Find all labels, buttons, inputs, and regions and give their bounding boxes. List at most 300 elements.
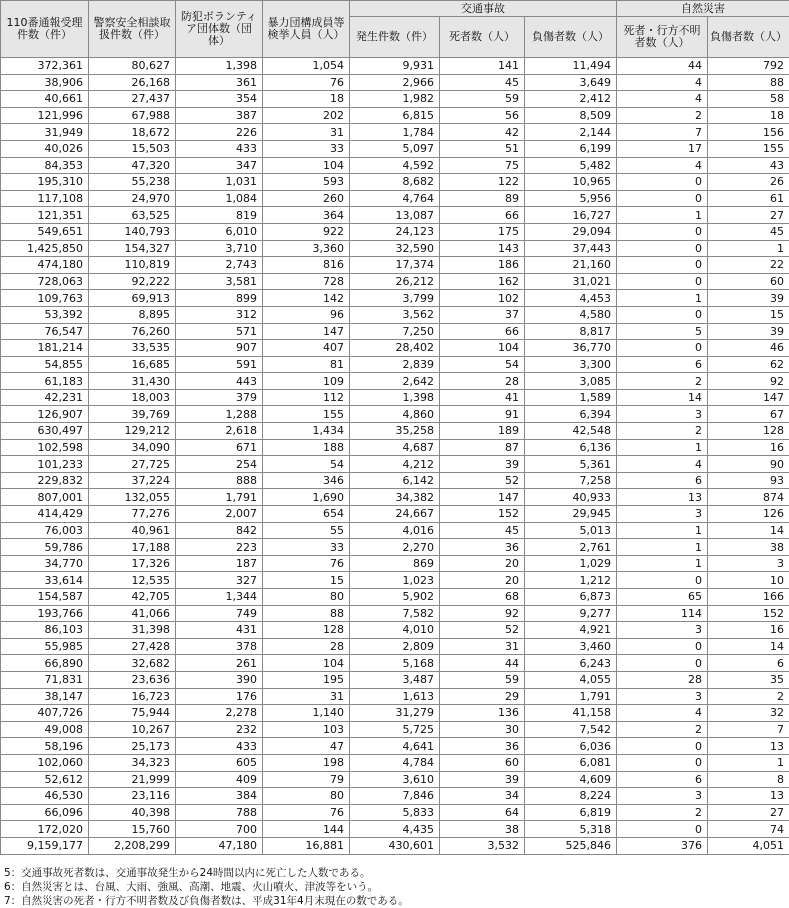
table-cell: 5,482: [525, 157, 617, 174]
table-cell: 60: [440, 754, 525, 771]
table-cell: 4,055: [525, 671, 617, 688]
table-cell: 202: [263, 107, 350, 124]
table-cell: 0: [617, 340, 708, 357]
table-cell: 728: [263, 273, 350, 290]
table-cell: 33: [263, 539, 350, 556]
table-cell: 102,060: [1, 754, 89, 771]
table-cell: 474,180: [1, 257, 89, 274]
table-row: [1, 506, 789, 523]
table-cell: 126,907: [1, 406, 89, 423]
table-cell: 65: [617, 589, 708, 606]
table-cell: 155: [263, 406, 350, 423]
table-cell: 6,873: [525, 589, 617, 606]
table-row: [1, 74, 789, 91]
table-cell: 2,618: [176, 423, 263, 440]
table-cell: 90: [708, 456, 789, 473]
table-row: [1, 323, 789, 340]
table-cell: 433: [176, 738, 263, 755]
table-cell: 14: [708, 638, 789, 655]
table-cell: 25,173: [89, 738, 176, 755]
table-cell: 109: [263, 373, 350, 390]
table-cell: 223: [176, 539, 263, 556]
table-cell: 1,140: [263, 705, 350, 722]
table-cell: 80: [263, 788, 350, 805]
table-cell: 2,412: [525, 91, 617, 108]
table-cell: 4,921: [525, 622, 617, 639]
table-cell: 92,222: [89, 273, 176, 290]
table-cell: 7,542: [525, 721, 617, 738]
table-cell: 79: [263, 771, 350, 788]
table-cell: 226: [176, 124, 263, 141]
table-row: [1, 638, 789, 655]
table-cell: 121,351: [1, 207, 89, 224]
table-cell: 51: [440, 140, 525, 157]
table-cell: 104: [263, 157, 350, 174]
table-cell: 152: [708, 605, 789, 622]
table-cell: 47: [263, 738, 350, 755]
table-cell: 4: [617, 91, 708, 108]
table-cell: 10,965: [525, 174, 617, 191]
table-row: [1, 655, 789, 672]
table-cell: 96: [263, 306, 350, 323]
header-group-traffic: 交通事故: [350, 1, 617, 17]
table-row: [1, 605, 789, 622]
table-row: [1, 539, 789, 556]
table-cell: 6: [617, 472, 708, 489]
table-cell: 42,548: [525, 423, 617, 440]
table-cell: 8,895: [89, 306, 176, 323]
table-cell: 43: [708, 157, 789, 174]
table-cell: 3: [617, 688, 708, 705]
table-body: [1, 58, 789, 855]
table-cell: 3,581: [176, 273, 263, 290]
table-cell: 28: [617, 671, 708, 688]
table-cell: 3,799: [350, 290, 440, 307]
table-row: [1, 456, 789, 473]
table-cell: 0: [617, 223, 708, 240]
table-cell: 5,097: [350, 140, 440, 157]
table-cell: 147: [708, 389, 789, 406]
table-cell: 55: [263, 522, 350, 539]
table-cell: 30: [440, 721, 525, 738]
table-cell: 1,344: [176, 589, 263, 606]
header-gang-arrests: 暴力団構成員等検挙人員（人）: [263, 1, 350, 58]
table-cell: 260: [263, 190, 350, 207]
table-cell: 45: [440, 522, 525, 539]
table-cell: 144: [263, 821, 350, 838]
table-cell: 14: [708, 522, 789, 539]
table-cell: 31: [263, 124, 350, 141]
table-cell: 1,784: [350, 124, 440, 141]
table-cell: 4,784: [350, 754, 440, 771]
table-cell: 0: [617, 655, 708, 672]
table-cell: 172,020: [1, 821, 89, 838]
table-row: [1, 157, 789, 174]
table-cell: 605: [176, 754, 263, 771]
table-row: [1, 273, 789, 290]
table-cell: 76: [263, 804, 350, 821]
table-cell: 40,961: [89, 522, 176, 539]
table-cell: 71,831: [1, 671, 89, 688]
table-cell: 819: [176, 207, 263, 224]
table-cell: 26: [708, 174, 789, 191]
table-cell: 31: [263, 688, 350, 705]
table-cell: 1,791: [525, 688, 617, 705]
table-cell: 84,353: [1, 157, 89, 174]
table-cell: 3,085: [525, 373, 617, 390]
table-cell: 66: [440, 207, 525, 224]
table-cell: 2,144: [525, 124, 617, 141]
table-cell: 55,238: [89, 174, 176, 191]
table-cell: 68: [440, 589, 525, 606]
table-cell: 26,168: [89, 74, 176, 91]
table-cell: 28: [263, 638, 350, 655]
table-cell: 431: [176, 622, 263, 639]
table-cell: 38: [440, 821, 525, 838]
table-cell: 7,258: [525, 472, 617, 489]
table-cell: 15: [708, 306, 789, 323]
table-cell: 6,036: [525, 738, 617, 755]
table-row: [1, 340, 789, 357]
table-cell: 3: [617, 788, 708, 805]
table-cell: 75: [440, 157, 525, 174]
table-row: [1, 174, 789, 191]
table-cell: 129,212: [89, 423, 176, 440]
header-traffic-injured: 負傷者数（人）: [525, 17, 617, 58]
table-cell: 5,361: [525, 456, 617, 473]
table-cell: 198: [263, 754, 350, 771]
table-cell: 189: [440, 423, 525, 440]
table-cell: 24,667: [350, 506, 440, 523]
table-cell: 33,614: [1, 572, 89, 589]
table-cell: 2,208,299: [89, 837, 176, 854]
table-cell: 2,966: [350, 74, 440, 91]
table-cell: 1: [617, 439, 708, 456]
table-cell: 1,054: [263, 58, 350, 75]
table-cell: 12,535: [89, 572, 176, 589]
table-cell: 92: [440, 605, 525, 622]
table-row: [1, 572, 789, 589]
table-cell: 2: [617, 721, 708, 738]
table-cell: 4,860: [350, 406, 440, 423]
table-cell: 76: [263, 74, 350, 91]
table-row: [1, 58, 789, 75]
table-cell: 45: [440, 74, 525, 91]
header-disaster-injured: 負傷者数（人）: [708, 17, 789, 58]
table-row-total: [1, 837, 789, 854]
table-cell: 1,023: [350, 572, 440, 589]
table-cell: 102,598: [1, 439, 89, 456]
table-cell: 0: [617, 754, 708, 771]
table-cell: 874: [708, 489, 789, 506]
table-cell: 34,323: [89, 754, 176, 771]
table-cell: 41: [440, 389, 525, 406]
table-cell: 1,398: [176, 58, 263, 75]
table-cell: 40,398: [89, 804, 176, 821]
table-cell: 6: [708, 655, 789, 672]
table-cell: 0: [617, 738, 708, 755]
table-cell: 80,627: [89, 58, 176, 75]
footnote: 7：自然災害の死者・行方不明者数及び負傷者数は、平成31年4月末現在の数である。: [4, 894, 409, 908]
table-header: [1, 1, 789, 58]
table-cell: 1,690: [263, 489, 350, 506]
table-row: [1, 489, 789, 506]
table-cell: 430,601: [350, 837, 440, 854]
table-cell: 66: [440, 323, 525, 340]
table-cell: 1: [617, 522, 708, 539]
table-cell: 254: [176, 456, 263, 473]
table-cell: 32,590: [350, 240, 440, 257]
table-cell: 2,809: [350, 638, 440, 655]
table-cell: 18,672: [89, 124, 176, 141]
table-cell: 7,846: [350, 788, 440, 805]
table-cell: 4: [617, 705, 708, 722]
table-cell: 1,613: [350, 688, 440, 705]
table-row: [1, 555, 789, 572]
table-cell: 2,839: [350, 356, 440, 373]
table-cell: 5,956: [525, 190, 617, 207]
table-cell: 76,547: [1, 323, 89, 340]
table-cell: 2,743: [176, 257, 263, 274]
table-cell: 67: [708, 406, 789, 423]
table-cell: 593: [263, 174, 350, 191]
table-cell: 0: [617, 257, 708, 274]
table-cell: 361: [176, 74, 263, 91]
table-cell: 63,525: [89, 207, 176, 224]
table-cell: 6,243: [525, 655, 617, 672]
table-cell: 46,530: [1, 788, 89, 805]
table-cell: 29,945: [525, 506, 617, 523]
table-row: [1, 671, 789, 688]
footnote: 5：交通事故死者数は、交通事故発生から24時間以内に死亡した人数である。: [4, 866, 409, 880]
table-cell: 0: [617, 306, 708, 323]
table-cell: 6: [617, 356, 708, 373]
table-cell: 147: [263, 323, 350, 340]
table-cell: 1,212: [525, 572, 617, 589]
table-cell: 1: [617, 207, 708, 224]
table-cell: 52: [440, 622, 525, 639]
table-cell: 52: [440, 472, 525, 489]
table-cell: 61,183: [1, 373, 89, 390]
table-cell: 89: [440, 190, 525, 207]
table-row: [1, 439, 789, 456]
table-cell: 728,063: [1, 273, 89, 290]
table-cell: 4: [617, 157, 708, 174]
table-cell: 152: [440, 506, 525, 523]
footnote: 6：自然災害とは、台風、大雨、強風、高潮、地震、火山噴火、津波等をいう。: [4, 880, 409, 894]
header-disaster-dead-missing: 死者・行方不明者数（人）: [617, 17, 708, 58]
table-cell: 42,705: [89, 589, 176, 606]
table-cell: 378: [176, 638, 263, 655]
table-cell: 20: [440, 555, 525, 572]
table-cell: 364: [263, 207, 350, 224]
table-cell: 77,276: [89, 506, 176, 523]
table-row: [1, 91, 789, 108]
footnotes: [4, 866, 409, 908]
table-cell: 103: [263, 721, 350, 738]
table-cell: 0: [617, 240, 708, 257]
table-cell: 407,726: [1, 705, 89, 722]
table-cell: 1,398: [350, 389, 440, 406]
table-cell: 1,084: [176, 190, 263, 207]
table-cell: 14: [617, 389, 708, 406]
table-cell: 312: [176, 306, 263, 323]
table-cell: 6,136: [525, 439, 617, 456]
table-cell: 0: [617, 273, 708, 290]
table-cell: 31,430: [89, 373, 176, 390]
table-cell: 32,682: [89, 655, 176, 672]
table-cell: 8,224: [525, 788, 617, 805]
table-cell: 4,580: [525, 306, 617, 323]
table-cell: 1: [708, 240, 789, 257]
table-cell: 9,277: [525, 605, 617, 622]
table-cell: 2: [617, 373, 708, 390]
table-row: [1, 240, 789, 257]
table-cell: 188: [263, 439, 350, 456]
table-cell: 87: [440, 439, 525, 456]
table-cell: 4,609: [525, 771, 617, 788]
table-cell: 907: [176, 340, 263, 357]
table-cell: 117,108: [1, 190, 89, 207]
table-cell: 140,793: [89, 223, 176, 240]
table-row: [1, 622, 789, 639]
table-cell: 142: [263, 290, 350, 307]
table-row: [1, 306, 789, 323]
table-cell: 54: [263, 456, 350, 473]
table-cell: 195: [263, 671, 350, 688]
table-cell: 3: [617, 506, 708, 523]
table-cell: 6,199: [525, 140, 617, 157]
table-cell: 1,288: [176, 406, 263, 423]
table-cell: 16,881: [263, 837, 350, 854]
table-cell: 58,196: [1, 738, 89, 755]
table-cell: 39: [708, 323, 789, 340]
table-cell: 7: [617, 124, 708, 141]
table-cell: 347: [176, 157, 263, 174]
table-cell: 66,890: [1, 655, 89, 672]
table-cell: 21,999: [89, 771, 176, 788]
table-cell: 749: [176, 605, 263, 622]
table-cell: 5: [617, 323, 708, 340]
header-safety-consultations: 警察安全相談取扱件数（件）: [89, 1, 176, 58]
table-cell: 166: [708, 589, 789, 606]
table-cell: 24,970: [89, 190, 176, 207]
table-cell: 18: [263, 91, 350, 108]
table-cell: 700: [176, 821, 263, 838]
table-cell: 2,642: [350, 373, 440, 390]
table-cell: 3,649: [525, 74, 617, 91]
table-cell: 376: [617, 837, 708, 854]
table-cell: 816: [263, 257, 350, 274]
table-cell: 1,589: [525, 389, 617, 406]
table-cell: 346: [263, 472, 350, 489]
table-cell: 6,010: [176, 223, 263, 240]
table-cell: 56: [440, 107, 525, 124]
table-cell: 110,819: [89, 257, 176, 274]
table-cell: 28: [440, 373, 525, 390]
table-cell: 232: [176, 721, 263, 738]
table-cell: 15,503: [89, 140, 176, 157]
table-cell: 181,214: [1, 340, 89, 357]
table-cell: 6: [617, 771, 708, 788]
table-cell: 0: [617, 821, 708, 838]
table-row: [1, 522, 789, 539]
table-cell: 3,360: [263, 240, 350, 257]
table-cell: 16: [708, 622, 789, 639]
table-cell: 88: [708, 74, 789, 91]
table-cell: 175: [440, 223, 525, 240]
table-cell: 3,300: [525, 356, 617, 373]
table-cell: 549,651: [1, 223, 89, 240]
table-cell: 5,725: [350, 721, 440, 738]
table-cell: 36: [440, 738, 525, 755]
table-cell: 38: [708, 539, 789, 556]
table-cell: 147: [440, 489, 525, 506]
table-cell: 7: [708, 721, 789, 738]
table-cell: 4,641: [350, 738, 440, 755]
table-cell: 16: [708, 439, 789, 456]
table-cell: 4,764: [350, 190, 440, 207]
table-cell: 4,453: [525, 290, 617, 307]
table-cell: 409: [176, 771, 263, 788]
table-cell: 3: [708, 555, 789, 572]
table-cell: 64: [440, 804, 525, 821]
table-cell: 141: [440, 58, 525, 75]
table-row: [1, 223, 789, 240]
table-row: [1, 688, 789, 705]
table-cell: 154,327: [89, 240, 176, 257]
table-cell: 44: [617, 58, 708, 75]
table-cell: 2: [708, 688, 789, 705]
table-cell: 379: [176, 389, 263, 406]
table-cell: 8,509: [525, 107, 617, 124]
table-cell: 60: [708, 273, 789, 290]
table-cell: 21,160: [525, 257, 617, 274]
table-cell: 128: [708, 423, 789, 440]
table-row: [1, 290, 789, 307]
table-cell: 102: [440, 290, 525, 307]
table-cell: 18: [708, 107, 789, 124]
table-cell: 37,443: [525, 240, 617, 257]
table-cell: 59: [440, 91, 525, 108]
table-cell: 899: [176, 290, 263, 307]
table-cell: 37,224: [89, 472, 176, 489]
table-cell: 54: [440, 356, 525, 373]
table-cell: 39,769: [89, 406, 176, 423]
table-row: [1, 356, 789, 373]
table-cell: 31,021: [525, 273, 617, 290]
table-row: [1, 771, 789, 788]
header-110-calls: 110番通報受理件数（件）: [1, 1, 89, 58]
table-row: [1, 190, 789, 207]
table-cell: 0: [617, 190, 708, 207]
table-cell: 6,394: [525, 406, 617, 423]
table-cell: 27: [708, 804, 789, 821]
table-cell: 387: [176, 107, 263, 124]
table-cell: 15,760: [89, 821, 176, 838]
table-row: [1, 472, 789, 489]
table-cell: 18,003: [89, 389, 176, 406]
table-cell: 69,913: [89, 290, 176, 307]
table-cell: 40,026: [1, 140, 89, 157]
table-cell: 2: [617, 804, 708, 821]
table-cell: 13: [708, 738, 789, 755]
table-cell: 571: [176, 323, 263, 340]
table-cell: 42: [440, 124, 525, 141]
table-cell: 2,278: [176, 705, 263, 722]
table-cell: 229,832: [1, 472, 89, 489]
header-traffic-deaths: 死者数（人）: [440, 17, 525, 58]
